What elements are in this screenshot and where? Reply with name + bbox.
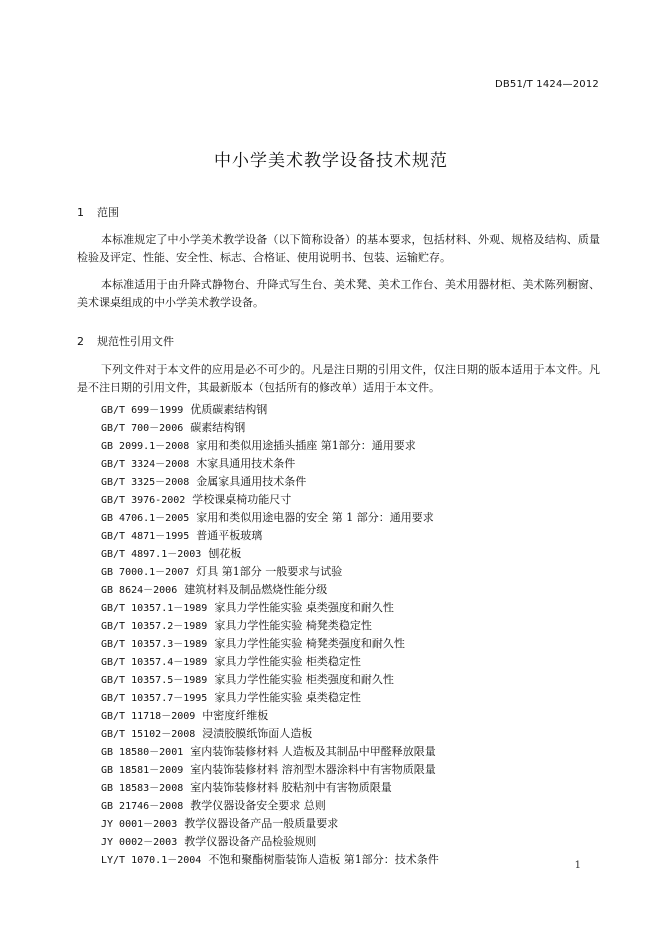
reference-code: GB 4706.1－2005 xyxy=(101,513,190,524)
reference-title: 室内装饰装修材料 胶粘剂中有害物质限量 xyxy=(190,781,392,794)
reference-title: 碳素结构钢 xyxy=(190,421,246,434)
reference-title: 灯具 第1部分 一般要求与试验 xyxy=(196,565,343,578)
reference-title: 室内装饰装修材料 溶剂型木器涂料中有害物质限量 xyxy=(190,763,436,776)
reference-code: GB 7000.1－2007 xyxy=(101,567,190,578)
reference-title: 浸渍胶膜纸饰面人造板 xyxy=(202,727,313,740)
section-title: 规范性引用文件 xyxy=(97,335,174,348)
section-number: 2 xyxy=(77,335,84,348)
reference-item xyxy=(101,617,439,635)
reference-item xyxy=(101,797,439,815)
reference-title: 家具力学性能实验 桌类强度和耐久性 xyxy=(214,601,394,614)
reference-code: GB/T 3324－2008 xyxy=(101,459,190,470)
reference-title: 不饱和聚酯树脂装饰人造板 第1部分：技术条件 xyxy=(208,853,439,866)
reference-code: GB 18580－2001 xyxy=(101,747,184,758)
reference-code: GB 18583－2008 xyxy=(101,783,184,794)
reference-code: GB 21746－2008 xyxy=(101,801,184,812)
reference-code: GB/T 10357.1－1989 xyxy=(101,603,208,614)
page-number: 1 xyxy=(574,860,581,871)
reference-title: 教学仪器设备产品检验规则 xyxy=(184,835,317,848)
reference-item xyxy=(101,545,439,563)
reference-item xyxy=(101,455,439,473)
reference-item xyxy=(101,419,439,437)
section-number: 1 xyxy=(77,206,84,219)
reference-item xyxy=(101,473,439,491)
reference-code: GB/T 700－2006 xyxy=(101,423,184,434)
paragraph: 本标准适用于由升降式静物台、升降式写生台、美术凳、美术工作台、美术用器材柜、美术陈列橱窗、美术课桌组成的中小学美术教学设备。 xyxy=(77,278,600,309)
reference-code: GB 2099.1－2008 xyxy=(101,441,190,452)
reference-code: GB/T 10357.7－1995 xyxy=(101,693,208,704)
reference-title: 教学仪器设备安全要求 总则 xyxy=(190,799,326,812)
reference-item xyxy=(101,509,439,527)
document-title: 中小学美术教学设备技术规范 xyxy=(214,151,448,171)
reference-code: GB/T 10357.5－1989 xyxy=(101,675,208,686)
paragraph: 本标准规定了中小学美术教学设备（以下简称设备）的基本要求，包括材料、外观、规格及结构、质量检验及评定、性能、安全性、标志、合格证、使用说明书、包装、运输贮存。 xyxy=(77,233,600,264)
reference-code: GB 8624－2006 xyxy=(101,585,178,596)
reference-item xyxy=(101,707,439,725)
reference-item xyxy=(101,581,439,599)
reference-title: 室内装饰装修材料 人造板及其制品中甲醛释放限量 xyxy=(190,745,436,758)
document-code: DB51/T 1424—2012 xyxy=(494,79,599,90)
reference-item xyxy=(101,761,439,779)
reference-title: 金属家具通用技术条件 xyxy=(196,475,307,488)
reference-code: GB/T 4871－1995 xyxy=(101,531,190,542)
reference-item xyxy=(101,815,439,833)
reference-title: 刨花板 xyxy=(208,547,242,560)
reference-code: GB/T 10357.4－1989 xyxy=(101,657,208,668)
reference-code: GB 18581－2009 xyxy=(101,765,184,776)
reference-item xyxy=(101,401,439,419)
reference-item xyxy=(101,671,439,689)
reference-code: LY/T 1070.1－2004 xyxy=(101,855,202,866)
reference-code: JY 0002－2003 xyxy=(101,837,178,848)
section-title: 范围 xyxy=(97,206,119,219)
reference-item xyxy=(101,725,439,743)
reference-title: 家具力学性能实验 桌类稳定性 xyxy=(214,691,361,704)
reference-item xyxy=(101,653,439,671)
reference-list xyxy=(101,401,439,869)
reference-title: 普通平板玻璃 xyxy=(196,529,263,542)
reference-item xyxy=(101,689,439,707)
reference-item xyxy=(101,779,439,797)
section-heading-scope xyxy=(77,204,119,220)
reference-title: 教学仪器设备产品一般质量要求 xyxy=(184,817,339,830)
reference-code: JY 0001－2003 xyxy=(101,819,178,830)
reference-code: GB/T 3976-2002 xyxy=(101,495,186,506)
reference-title: 中密度纤维板 xyxy=(202,709,269,722)
reference-title: 家用和类似用途电器的安全 第 1 部分：通用要求 xyxy=(196,511,434,524)
reference-item xyxy=(101,563,439,581)
section-heading-normative-references xyxy=(77,333,174,349)
reference-code: GB/T 3325－2008 xyxy=(101,477,190,488)
reference-item xyxy=(101,635,439,653)
reference-title: 家用和类似用途插头插座 第1部分：通用要求 xyxy=(196,439,416,452)
reference-item xyxy=(101,743,439,761)
reference-code: GB/T 10357.3－1989 xyxy=(101,639,208,650)
reference-title: 家具力学性能实验 柜类稳定性 xyxy=(214,655,361,668)
reference-item xyxy=(101,599,439,617)
reference-title: 学校课桌椅功能尺寸 xyxy=(192,493,292,506)
reference-item xyxy=(101,527,439,545)
reference-code: GB/T 10357.2－1989 xyxy=(101,621,208,632)
reference-code: GB/T 11718－2009 xyxy=(101,711,196,722)
reference-title: 家具力学性能实验 柜类强度和耐久性 xyxy=(214,673,394,686)
paragraph: 下列文件对于本文件的应用是必不可少的。凡是注日期的引用文件，仅注日期的版本适用于本文件。凡是不注日期的引用文件，其最新版本（包括所有的修改单）适用于本文件。 xyxy=(77,363,600,394)
reference-title: 优质碳素结构钢 xyxy=(190,403,268,416)
reference-code: GB/T 699－1999 xyxy=(101,405,184,416)
reference-item xyxy=(101,851,439,869)
reference-title: 木家具通用技术条件 xyxy=(196,457,296,470)
reference-item xyxy=(101,833,439,851)
reference-item xyxy=(101,491,439,509)
reference-code: GB/T 4897.1－2003 xyxy=(101,549,202,560)
reference-title: 家具力学性能实验 椅凳类稳定性 xyxy=(214,619,372,632)
reference-title: 建筑材料及制品燃烧性能分级 xyxy=(184,583,328,596)
reference-title: 家具力学性能实验 椅凳类强度和耐久性 xyxy=(214,637,405,650)
reference-item xyxy=(101,437,439,455)
reference-code: GB/T 15102－2008 xyxy=(101,729,196,740)
